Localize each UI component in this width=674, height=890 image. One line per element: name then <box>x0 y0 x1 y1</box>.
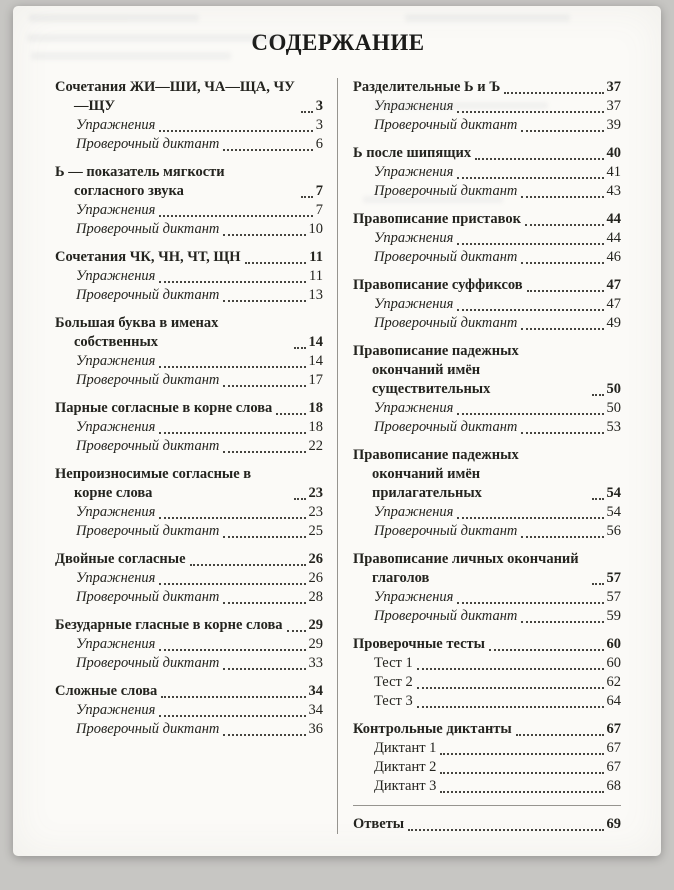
toc-page-number: 26 <box>308 570 323 586</box>
toc-page-number: 56 <box>606 523 621 539</box>
toc-page-number: 13 <box>308 287 323 303</box>
dot-leader <box>417 668 604 670</box>
toc-entry <box>55 399 323 418</box>
toc-entry-text: Проверочный диктант <box>76 287 220 303</box>
toc-entry <box>353 654 621 673</box>
toc-entry-text: Тест 1 <box>374 655 413 671</box>
toc-entry-text: Упражнения <box>76 268 156 284</box>
toc-page-number: 57 <box>606 570 621 586</box>
toc-entry-text: Упражнения <box>76 702 156 718</box>
toc-entry <box>353 163 621 182</box>
dot-leader <box>592 394 604 396</box>
toc-entry <box>55 248 323 267</box>
toc-entry-text: Сложные слова <box>55 683 158 699</box>
dot-leader <box>159 517 305 519</box>
toc-entry <box>55 503 323 522</box>
toc-entry-text: Упражнения <box>76 570 156 586</box>
toc-page-number: 50 <box>606 381 621 397</box>
toc-entry-text: Проверочный диктант <box>76 523 220 539</box>
toc-entry <box>353 550 621 588</box>
toc-entry <box>55 418 323 437</box>
toc-page-number: 39 <box>606 117 621 133</box>
dot-leader <box>457 243 603 245</box>
dot-leader <box>521 262 603 264</box>
toc-page-number: 60 <box>606 636 621 652</box>
toc-entry-text: Большая буква в именах собственных <box>55 315 219 350</box>
answers-divider <box>353 805 621 806</box>
dot-leader <box>294 347 306 349</box>
dot-leader <box>592 583 604 585</box>
dot-leader <box>417 687 604 689</box>
toc-page-number: 37 <box>606 79 621 95</box>
toc-page-number: 50 <box>606 400 621 416</box>
toc-page-number: 69 <box>606 816 621 832</box>
toc-entry-text: Проверочный диктант <box>76 721 220 737</box>
toc-entry <box>353 276 621 295</box>
toc-page-number: 6 <box>315 136 323 152</box>
toc-page-number: 26 <box>308 551 323 567</box>
toc-entry-text: Правописание падежных окончаний имён прилагательных <box>353 447 519 501</box>
toc-entry-text: Проверочные тесты <box>353 636 485 652</box>
toc-page-number: 47 <box>606 277 621 293</box>
toc-page-number: 23 <box>308 485 323 501</box>
toc-entry <box>353 116 621 135</box>
toc-page-number: 14 <box>308 353 323 369</box>
toc-entry <box>353 739 621 758</box>
dot-leader <box>440 753 603 755</box>
toc-entry <box>353 295 621 314</box>
toc-page-number: 43 <box>606 183 621 199</box>
toc-entry-text: Упражнения <box>374 230 454 246</box>
toc-entry <box>55 569 323 588</box>
toc-entry <box>55 135 323 154</box>
toc-entry-text: Правописание суффиксов <box>353 277 523 293</box>
toc-entry <box>55 588 323 607</box>
dot-leader <box>521 130 603 132</box>
toc-entry-text: Проверочный диктант <box>76 136 220 152</box>
toc-entry <box>353 588 621 607</box>
toc-entry <box>353 446 621 503</box>
toc-entry-text: Проверочный диктант <box>76 221 220 237</box>
toc-entry <box>55 701 323 720</box>
toc-entry-text: Ь после шипящих <box>353 145 472 161</box>
dot-leader <box>457 602 603 604</box>
dot-leader <box>525 224 603 226</box>
toc-entry-text: Проверочный диктант <box>374 315 518 331</box>
toc-entry-text: Ь — показатель мягкости согласного звука <box>55 164 225 199</box>
toc-entry <box>353 210 621 229</box>
dot-leader <box>294 498 306 500</box>
toc-entry-text: Проверочный диктант <box>374 419 518 435</box>
toc-entry <box>353 607 621 626</box>
dot-leader <box>159 130 312 132</box>
toc-entry-text: Тест 2 <box>374 674 413 690</box>
dot-leader <box>408 829 603 831</box>
toc-page-number: 29 <box>308 617 323 633</box>
toc-entry <box>353 399 621 418</box>
toc-entry <box>55 720 323 739</box>
toc-page-number: 34 <box>308 683 323 699</box>
dot-leader <box>457 177 603 179</box>
toc-page-number: 41 <box>606 164 621 180</box>
toc-page-number: 28 <box>308 589 323 605</box>
toc-page-number: 25 <box>308 523 323 539</box>
toc-page-number: 44 <box>606 230 621 246</box>
dot-leader <box>489 649 604 651</box>
toc-entry <box>353 777 621 796</box>
dot-leader <box>190 564 306 566</box>
toc-entry <box>55 682 323 701</box>
toc-entry-text: Проверочный диктант <box>76 589 220 605</box>
toc-page-number: 23 <box>308 504 323 520</box>
toc-entry <box>55 314 323 352</box>
toc-page-number: 11 <box>309 268 323 284</box>
toc-entry <box>353 503 621 522</box>
toc-column-right <box>338 78 621 834</box>
dot-leader <box>301 196 313 198</box>
toc-page-number: 3 <box>315 98 323 114</box>
toc-page-number: 40 <box>606 145 621 161</box>
toc-entry <box>353 692 621 711</box>
toc-entry-text: Упражнения <box>374 164 454 180</box>
dot-leader <box>457 413 603 415</box>
toc-entry <box>55 522 323 541</box>
toc-entry-text: Упражнения <box>374 296 454 312</box>
toc-entry <box>353 78 621 97</box>
dot-leader <box>504 92 603 94</box>
toc-entry <box>353 815 621 834</box>
dot-leader <box>159 281 306 283</box>
toc-entry <box>55 352 323 371</box>
toc-entry-text: Ответы <box>353 816 405 832</box>
toc-page-number: 54 <box>606 504 621 520</box>
toc-page-number: 11 <box>309 249 323 265</box>
toc-entry-text: Проверочный диктант <box>374 249 518 265</box>
dot-leader <box>457 517 603 519</box>
toc-entry <box>353 342 621 399</box>
dot-leader <box>159 649 305 651</box>
toc-entry-text: Проверочный диктант <box>76 372 220 388</box>
toc-entry <box>55 550 323 569</box>
toc-entry <box>353 758 621 777</box>
toc-entry-text: Проверочный диктант <box>374 608 518 624</box>
toc-entry <box>353 229 621 248</box>
toc-entry-text: Диктант 1 <box>374 740 437 756</box>
toc-entry-text: Упражнения <box>374 98 454 114</box>
toc-entry <box>55 78 323 116</box>
toc-page-number: 18 <box>308 400 323 416</box>
toc-entry-text: Проверочный диктант <box>374 183 518 199</box>
toc-entry-text: Парные согласные в корне слова <box>55 400 273 416</box>
toc-entry-text: Контрольные диктанты <box>353 721 512 737</box>
toc-entry-text: Правописание падежных окончаний имён существительных <box>353 343 519 397</box>
toc-entry <box>353 673 621 692</box>
toc-entry-text: Упражнения <box>76 202 156 218</box>
toc-entry-text: Непроизносимые согласные в корне слова <box>55 466 252 501</box>
dot-leader <box>521 432 603 434</box>
toc-entry <box>353 144 621 163</box>
dot-leader <box>457 111 603 113</box>
toc-entry-text: Упражнения <box>76 636 156 652</box>
dot-leader <box>440 791 603 793</box>
dot-leader <box>417 706 604 708</box>
toc-page-number: 3 <box>315 117 323 133</box>
toc-page-number: 62 <box>606 674 621 690</box>
toc-entry <box>353 635 621 654</box>
dot-leader <box>223 668 305 670</box>
toc-entry <box>353 97 621 116</box>
toc-page-number: 54 <box>606 485 621 501</box>
dot-leader <box>475 158 603 160</box>
toc-page-number: 22 <box>308 438 323 454</box>
dot-leader <box>159 432 305 434</box>
toc-page-number: 33 <box>308 655 323 671</box>
toc-entry-text: Тест 3 <box>374 693 413 709</box>
toc-page-number: 57 <box>606 589 621 605</box>
toc-entry-text: Двойные согласные <box>55 551 186 567</box>
dot-leader <box>223 300 305 302</box>
toc-entry <box>55 220 323 239</box>
toc-entry <box>353 248 621 267</box>
toc-entry-text: Разделительные Ь и Ъ <box>353 79 501 95</box>
toc-entry-text: Упражнения <box>76 117 156 133</box>
toc-page-number: 67 <box>606 759 621 775</box>
dot-leader <box>521 536 603 538</box>
toc-entry-text: Диктант 3 <box>374 778 437 794</box>
toc-page-number: 59 <box>606 608 621 624</box>
dot-leader <box>457 309 603 311</box>
toc-entry-text: Безударные гласные в корне слова <box>55 617 283 633</box>
toc-entry <box>353 418 621 437</box>
dot-leader <box>159 583 305 585</box>
contents-title: СОДЕРЖАНИЕ <box>251 30 425 55</box>
toc-entry-text: Диктант 2 <box>374 759 437 775</box>
dot-leader <box>161 696 305 698</box>
toc-page-number: 7 <box>315 202 323 218</box>
dot-leader <box>223 149 312 151</box>
toc-page-number: 37 <box>606 98 621 114</box>
bleed-through-artifact <box>29 14 199 22</box>
bleed-through-artifact <box>405 14 570 22</box>
dot-leader <box>223 536 305 538</box>
toc-entry <box>353 314 621 333</box>
toc-entry-text: Проверочный диктант <box>374 117 518 133</box>
dot-leader <box>223 385 305 387</box>
toc-entry-text: Упражнения <box>76 504 156 520</box>
toc-entry <box>353 522 621 541</box>
dot-leader <box>521 196 603 198</box>
toc-column-left <box>55 78 337 834</box>
toc-entry <box>55 616 323 635</box>
dot-leader <box>223 734 305 736</box>
toc-entry-text: Сочетания ЧК, ЧН, ЧТ, ЩН <box>55 249 241 265</box>
toc-page-number: 67 <box>606 721 621 737</box>
toc-page-number: 17 <box>308 372 323 388</box>
dot-leader <box>592 498 604 500</box>
toc-entry <box>55 267 323 286</box>
toc-entry <box>55 201 323 220</box>
dot-leader <box>276 413 305 415</box>
toc-entry-text: Упражнения <box>76 419 156 435</box>
toc-page-number: 67 <box>606 740 621 756</box>
toc-entry <box>353 182 621 201</box>
toc-page-number: 18 <box>308 419 323 435</box>
toc-entry <box>55 654 323 673</box>
toc-entry-text: Упражнения <box>76 353 156 369</box>
dot-leader <box>159 366 305 368</box>
toc-entry-text: Сочетания ЖИ—ШИ, ЧА—ЩА, ЧУ—ЩУ <box>55 79 295 114</box>
toc-columns <box>55 78 621 834</box>
toc-entry <box>55 163 323 201</box>
toc-page-number: 36 <box>308 721 323 737</box>
toc-page-number: 53 <box>606 419 621 435</box>
toc-page-number: 7 <box>315 183 323 199</box>
toc-page-number: 49 <box>606 315 621 331</box>
toc-page-number: 10 <box>308 221 323 237</box>
dot-leader <box>223 602 305 604</box>
toc-entry-text: Проверочный диктант <box>374 523 518 539</box>
toc-entry-text: Проверочный диктант <box>76 438 220 454</box>
toc-entry <box>55 635 323 654</box>
dot-leader <box>516 734 604 736</box>
dot-leader <box>223 234 305 236</box>
toc-entry-text: Упражнения <box>374 400 454 416</box>
toc-page-number: 47 <box>606 296 621 312</box>
dot-leader <box>159 715 305 717</box>
toc-entry <box>55 437 323 456</box>
dot-leader <box>245 262 307 264</box>
toc-entry <box>353 720 621 739</box>
toc-entry <box>55 371 323 390</box>
toc-entry-text: Правописание приставок <box>353 211 522 227</box>
toc-page-number: 68 <box>606 778 621 794</box>
toc-entry-text: Упражнения <box>374 589 454 605</box>
toc-entry-text: Упражнения <box>374 504 454 520</box>
dot-leader <box>223 451 305 453</box>
dot-leader <box>527 290 604 292</box>
toc-page-number: 60 <box>606 655 621 671</box>
dot-leader <box>287 630 306 632</box>
toc-page-number: 14 <box>308 334 323 350</box>
dot-leader <box>440 772 603 774</box>
toc-entry-text: Правописание личных окончаний глаголов <box>353 551 579 586</box>
dot-leader <box>301 111 313 113</box>
dot-leader <box>521 621 603 623</box>
dot-leader <box>521 328 603 330</box>
toc-page-number: 46 <box>606 249 621 265</box>
toc-page-number: 44 <box>606 211 621 227</box>
toc-entry <box>55 116 323 135</box>
dot-leader <box>159 215 312 217</box>
page <box>13 6 661 856</box>
toc-entry-text: Проверочный диктант <box>76 655 220 671</box>
toc-page-number: 34 <box>308 702 323 718</box>
toc-page-number: 29 <box>308 636 323 652</box>
toc-entry <box>55 286 323 305</box>
toc-page-number: 64 <box>606 693 621 709</box>
toc-entry <box>55 465 323 503</box>
